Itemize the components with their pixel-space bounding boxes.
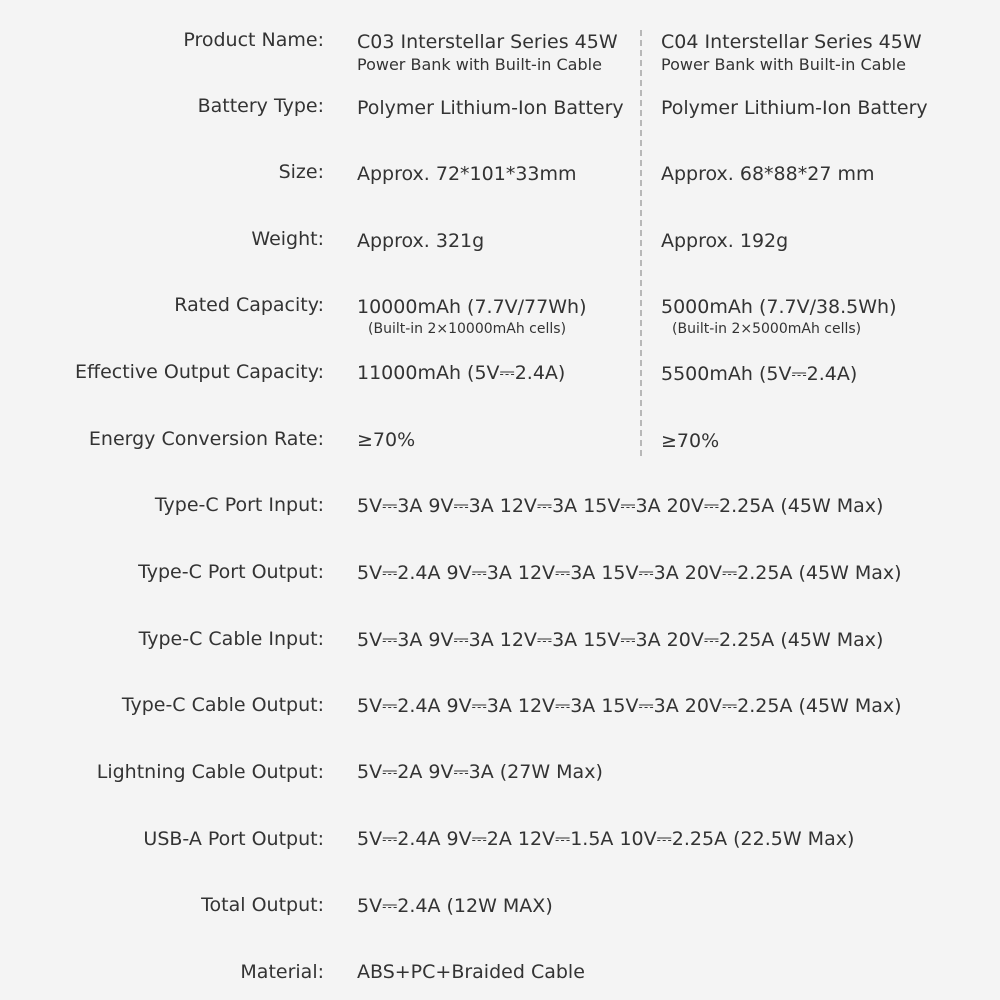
total-output-value: 5V⎓2.4A (12W MAX) [357, 895, 553, 917]
usba-output-value: 5V⎓2.4A 9V⎓2A 12V⎓1.5A 10V⎓2.25A (22.5W Max) [357, 828, 855, 850]
c03-weight: Approx. 321g [357, 230, 485, 252]
spec-label: Type-C Cable Input: [138, 628, 324, 650]
typec-port-output-value: 5V⎓2.4A 9V⎓3A 12V⎓3A 15V⎓3A 20V⎓2.25A (45W Max) [357, 562, 902, 584]
material-value: ABS+PC+Braided Cable [357, 961, 585, 983]
c03-name-line1: C03 Interstellar Series 45W [357, 31, 618, 53]
c03-energy-conversion: ≥70% [357, 429, 416, 451]
spec-label: Type-C Port Input: [154, 494, 324, 516]
c04-rated-capacity [661, 295, 897, 339]
c03-name-line2: Power Bank with Built-in Cable [357, 55, 602, 74]
c03-rated-capacity [357, 295, 586, 339]
c04-weight: Approx. 192g [661, 230, 789, 252]
c03-capacity-value: 10000mAh (7.7V/77Wh) [357, 296, 587, 318]
spec-label: Weight: [251, 228, 324, 250]
spec-label: Energy Conversion Rate: [88, 428, 324, 450]
c03-effective-output: 11000mAh (5V⎓2.4A) [357, 362, 566, 384]
spec-label: Effective Output Capacity: [74, 361, 324, 383]
c04-capacity-note: (Built-in 2×5000mAh cells) [672, 321, 862, 337]
c03-battery-type: Polymer Lithium-Ion Battery [357, 97, 624, 119]
spec-label: Battery Type: [197, 95, 324, 117]
c04-capacity-value: 5000mAh (7.7V/38.5Wh) [661, 296, 897, 318]
typec-port-input-value: 5V⎓3A 9V⎓3A 12V⎓3A 15V⎓3A 20V⎓2.25A (45W Max) [357, 495, 884, 517]
typec-cable-input-value: 5V⎓3A 9V⎓3A 12V⎓3A 15V⎓3A 20V⎓2.25A (45W Max) [357, 629, 884, 651]
c04-energy-conversion: ≥70% [661, 430, 720, 452]
spec-label: Lightning Cable Output: [96, 761, 324, 783]
spec-label: Type-C Cable Output: [121, 694, 324, 716]
c03-size: Approx. 72*101*33mm [357, 163, 577, 185]
spec-label: Rated Capacity: [174, 294, 324, 316]
c04-name-line2: Power Bank with Built-in Cable [661, 55, 906, 74]
c04-battery-type: Polymer Lithium-Ion Battery [661, 97, 928, 119]
c03-product-name [357, 30, 618, 76]
spec-label: Size: [278, 161, 324, 183]
spec-label: USB-A Port Output: [143, 828, 324, 850]
spec-label: Type-C Port Output: [138, 561, 324, 583]
spec-label: Material: [240, 961, 324, 983]
c04-name-line1: C04 Interstellar Series 45W [661, 31, 922, 53]
spec-label: Total Output: [201, 894, 324, 916]
c04-product-name [661, 30, 922, 76]
column-divider [640, 30, 642, 456]
typec-cable-output-value: 5V⎓2.4A 9V⎓3A 12V⎓3A 15V⎓3A 20V⎓2.25A (45W Max) [357, 695, 902, 717]
c04-size: Approx. 68*88*27 mm [661, 163, 875, 185]
c04-effective-output: 5500mAh (5V⎓2.4A) [661, 363, 858, 385]
lightning-output-value: 5V⎓2A 9V⎓3A (27W Max) [357, 761, 603, 783]
c03-capacity-note: (Built-in 2×10000mAh cells) [368, 321, 567, 337]
spec-label: Product Name: [183, 29, 324, 51]
